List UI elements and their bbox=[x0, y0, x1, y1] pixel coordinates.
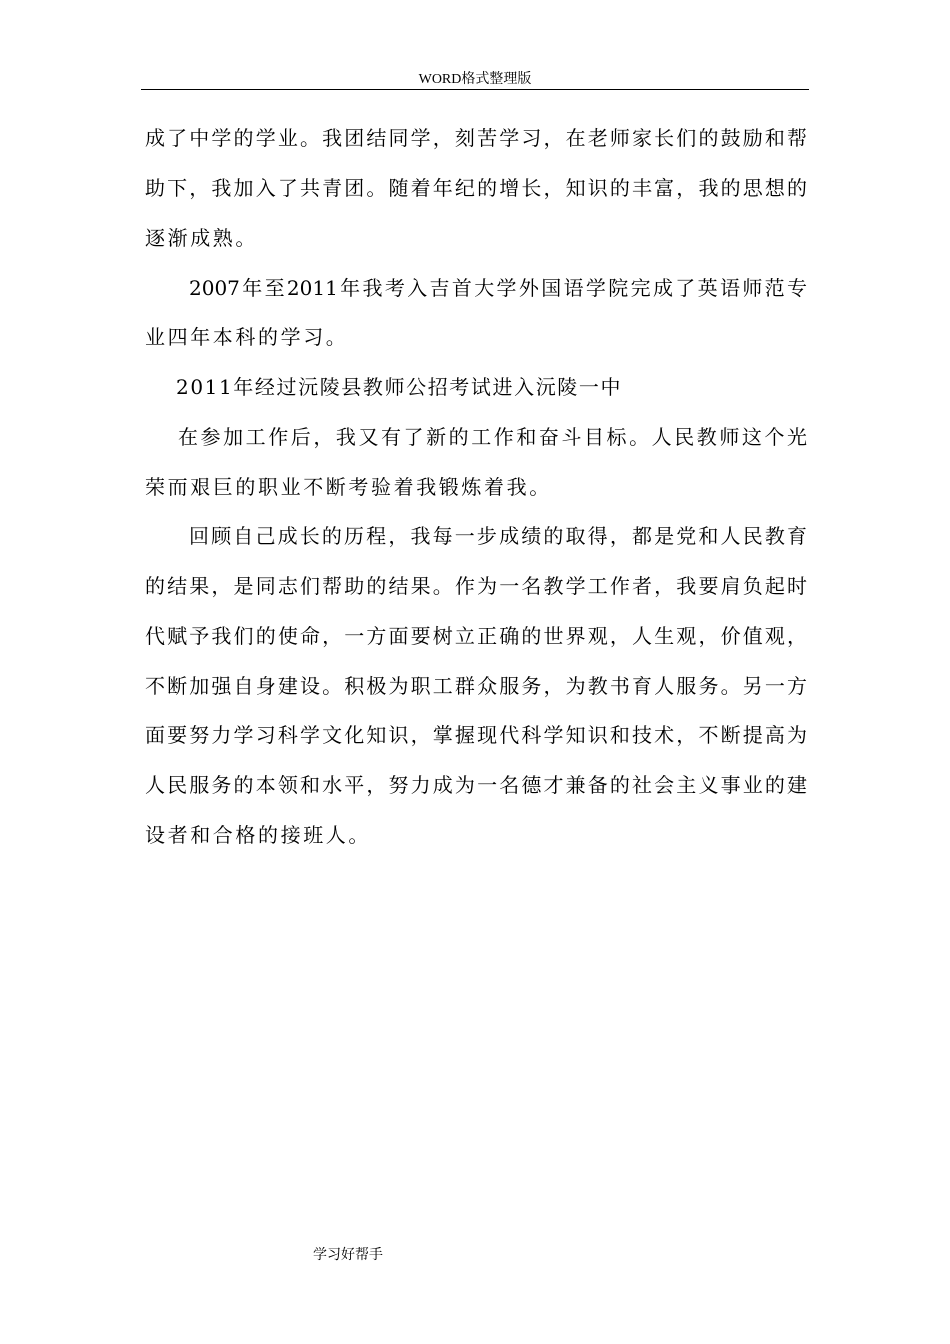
text-line: 2007年至2011年我考入吉首大学外国语学院完成了英语师范专 bbox=[189, 276, 807, 300]
text-line: 业四年本科的学习。 bbox=[145, 325, 349, 349]
text-line: 面要努力学习科学文化知识，掌握现代科学知识和技术，不断提高为 bbox=[145, 723, 807, 747]
text-line: 代赋予我们的使命，一方面要树立正确的世界观，人生观，价值观， bbox=[145, 624, 807, 648]
header-rule bbox=[141, 89, 809, 90]
text-line: 不断加强自身建设。积极为职工群众服务，为教书育人服务。另一方 bbox=[145, 674, 807, 698]
text-line: 设者和合格的接班人。 bbox=[145, 823, 371, 847]
text-line: 逐渐成熟。 bbox=[145, 226, 258, 250]
page-header: WORD格式整理版 bbox=[418, 72, 532, 87]
text-line: 助下，我加入了共青团。随着年纪的增长，知识的丰富，我的思想的 bbox=[145, 176, 807, 200]
text-line: 的结果，是同志们帮助的结果。作为一名教学工作者，我要肩负起时 bbox=[145, 574, 807, 598]
text-line: 人民服务的本领和水平，努力成为一名德才兼备的社会主义事业的建 bbox=[145, 773, 807, 797]
page-footer: 学习好帮手 bbox=[313, 1248, 383, 1263]
text-line: 在参加工作后，我又有了新的工作和奋斗目标。人民教师这个光 bbox=[178, 425, 807, 449]
text-line: 荣而艰巨的职业不断考验着我锻炼着我。 bbox=[145, 475, 552, 499]
text-line: 成了中学的学业。我团结同学，刻苦学习，在老师家长们的鼓励和帮 bbox=[145, 126, 807, 150]
text-line: 2011年经过沅陵县教师公招考试进入沅陵一中 bbox=[176, 375, 623, 399]
text-line: 回顾自己成长的历程，我每一步成绩的取得，都是党和人民教育 bbox=[189, 524, 807, 548]
